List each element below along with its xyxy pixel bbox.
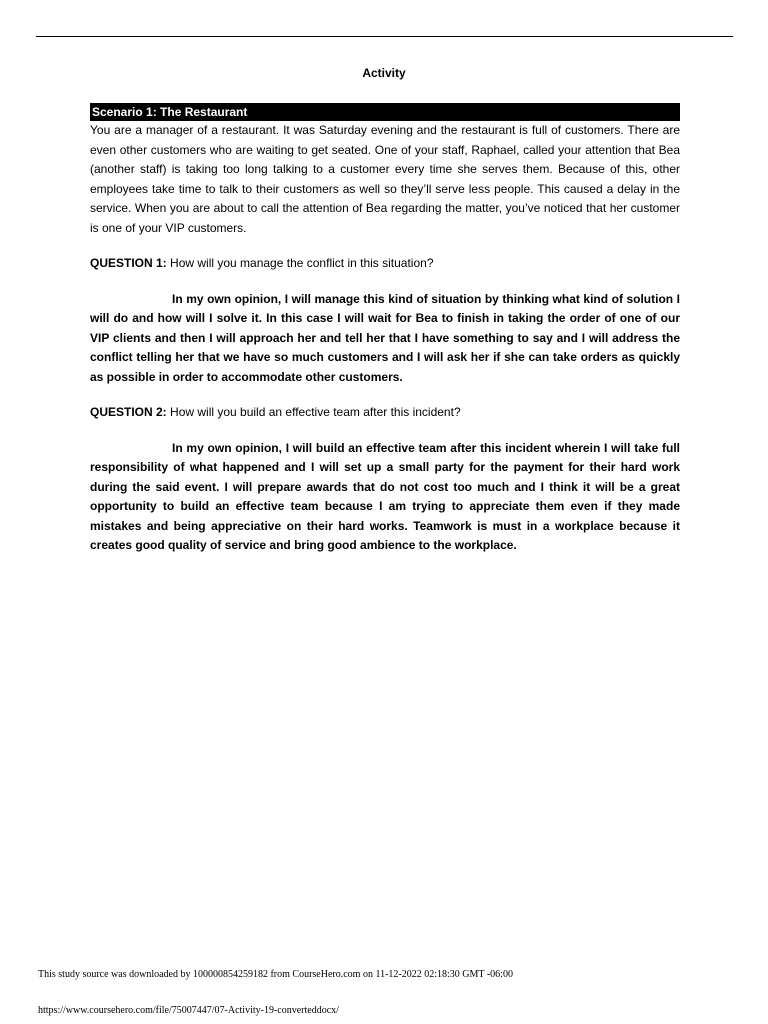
scenario-heading: Scenario 1: The Restaurant bbox=[90, 103, 680, 121]
download-source-note: This study source was downloaded by 100000854259182 from CourseHero.com on 11-12-2022 02:18:30 GMT -06:00 bbox=[38, 969, 513, 980]
source-url: https://www.coursehero.com/file/75007447/07-Activity-19-converteddocx/ bbox=[38, 1005, 339, 1016]
document-body bbox=[90, 103, 680, 556]
question-2-label: QUESTION 2: bbox=[90, 405, 167, 419]
question-2-text: How will you build an effective team after this incident? bbox=[166, 405, 461, 419]
answer-1: In my own opinion, I will manage this kind of situation by thinking what kind of solution I will do and how will I solve it. In this case I will wait for Bea to finish in taking the order of one of our VIP clients and then I will approach her and tell her that I have something to say and I will address the conflict telling her that we have so much customers and I will ask her if she can take orders as quickly as possible in order to accommodate other customers. bbox=[90, 291, 680, 384]
scenario-text: You are a manager of a restaurant. It was Saturday evening and the restaurant is full of customers. There are even other customers who are waiting to get seated. One of your staff, Raphael, called your attention that Bea (another staff) is taking too long talking to a customer every time she serves them. Because of this, other employees take time to talk to their customers as well so they’ll serve less people. This caused a delay in the service. When you are about to call the attention of Bea regarding the matter, you’ve noticed that her customer is one of your VIP customers. bbox=[90, 123, 680, 235]
document-title: Activity bbox=[362, 66, 406, 80]
question-1-text: How will you manage the conflict in this situation? bbox=[166, 256, 434, 270]
question-1 bbox=[90, 254, 680, 274]
question-2 bbox=[90, 403, 680, 423]
top-divider bbox=[36, 36, 733, 37]
question-1-label: QUESTION 1: bbox=[90, 256, 167, 270]
answer-2: In my own opinion, I will build an effective team after this incident wherein I will take full responsibility of what happened and I will set up a small party for the payment for their hard work during the said event. I will prepare awards that do not cost too much and I think it will be a great opportunity to build an effective team because I am trying to appreciate them even if they made mistakes and being appreciative on their hard works. Teamwork is must in a workplace because it creates good quality of service and bring good ambience to the workplace. bbox=[90, 440, 680, 552]
